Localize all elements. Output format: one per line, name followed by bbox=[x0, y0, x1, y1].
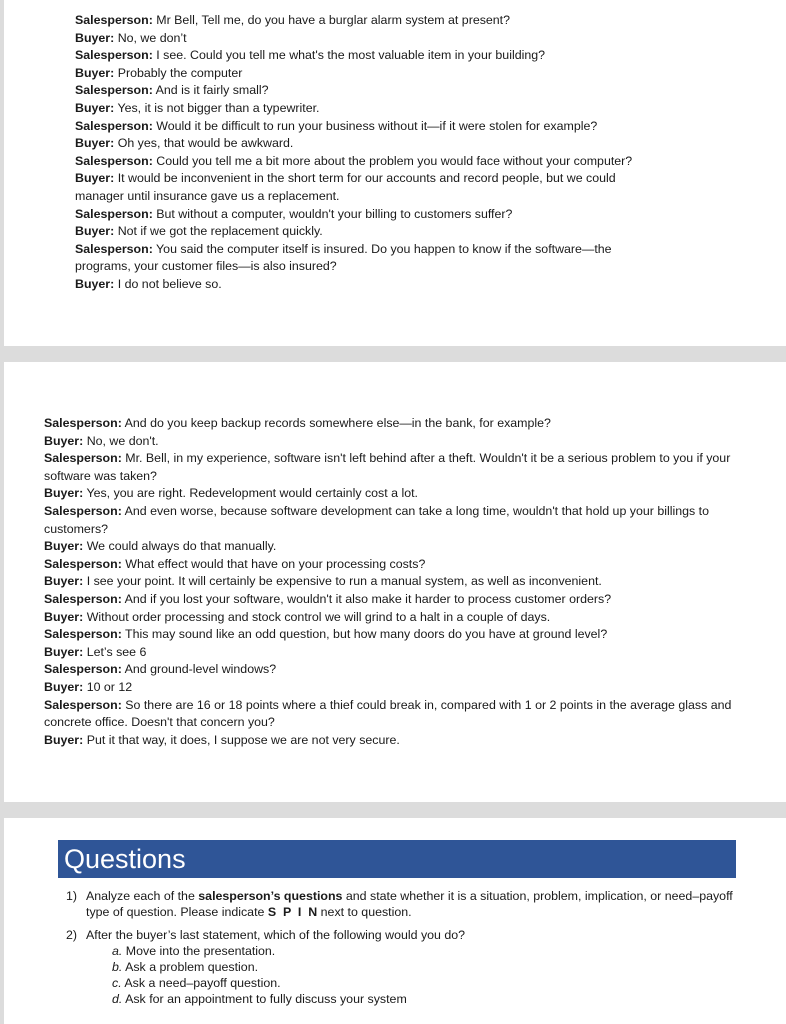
speaker-label: Buyer: bbox=[44, 486, 84, 501]
speaker-label: Salesperson: bbox=[75, 13, 153, 27]
option-text: Ask for an appointment to fully discuss your system bbox=[122, 992, 407, 1006]
question-text-part: next to question. bbox=[317, 905, 412, 919]
option-letter: b. bbox=[112, 960, 123, 974]
option-text: Ask a need–payoff question. bbox=[121, 976, 281, 990]
dialogue-line bbox=[44, 661, 776, 679]
answer-option bbox=[112, 959, 756, 975]
question-body bbox=[86, 927, 756, 1007]
dialogue-text: And do you keep backup records somewhere else—in the bank, for example? bbox=[121, 416, 551, 430]
option-letter: d. bbox=[112, 992, 123, 1006]
dialogue-line bbox=[44, 503, 776, 538]
dialogue-text: No, we don't. bbox=[83, 433, 159, 448]
questions-heading: Questions bbox=[58, 840, 736, 878]
dialogue-text: Yes, it is not bigger than a typewriter. bbox=[114, 100, 320, 115]
dialogue-line bbox=[44, 415, 776, 433]
question-text bbox=[86, 888, 756, 920]
dialogue-line bbox=[75, 82, 645, 100]
answer-option bbox=[112, 943, 756, 959]
question-1 bbox=[66, 888, 756, 920]
dialogue-line bbox=[44, 609, 776, 627]
speaker-label: Salesperson: bbox=[44, 662, 122, 677]
dialogue-line bbox=[44, 485, 776, 503]
speaker-label: Salesperson: bbox=[75, 153, 153, 168]
dialogue-text: You said the computer itself is insured. Do you happen to know if the software—the programs, your customer files—is also insured? bbox=[75, 241, 612, 274]
dialogue-line bbox=[75, 276, 645, 294]
dialogue-part-1 bbox=[75, 12, 645, 294]
page-1 bbox=[4, 0, 786, 346]
dialogue-text: We could always do that manually. bbox=[83, 539, 277, 554]
speaker-label: Salesperson: bbox=[75, 118, 153, 133]
dialogue-text: Oh yes, that would be awkward. bbox=[114, 136, 294, 151]
speaker-label: Salesperson: bbox=[75, 206, 153, 221]
speaker-label: Buyer: bbox=[44, 539, 84, 554]
dialogue-text: Probably the computer bbox=[114, 65, 243, 80]
dialogue-line bbox=[75, 118, 645, 136]
dialogue-line bbox=[75, 47, 645, 65]
dialogue-text: Without order processing and stock control we will grind to a halt in a couple of days. bbox=[83, 609, 551, 624]
dialogue-line bbox=[44, 697, 776, 732]
speaker-label: Salesperson: bbox=[44, 627, 122, 642]
speaker-label: Buyer: bbox=[44, 574, 84, 589]
answer-option bbox=[112, 991, 756, 1007]
dialogue-line bbox=[44, 626, 776, 644]
speaker-label: Salesperson: bbox=[44, 556, 122, 571]
questions-list bbox=[66, 888, 756, 1014]
speaker-label: Salesperson: bbox=[75, 83, 153, 98]
spin-letters: S P I N bbox=[267, 905, 318, 919]
speaker-label: Buyer: bbox=[44, 679, 84, 694]
dialogue-line bbox=[44, 538, 776, 556]
question-number: 1) bbox=[66, 889, 78, 903]
dialogue-text: I do not believe so. bbox=[114, 276, 222, 291]
dialogue-line bbox=[44, 573, 776, 591]
question-text-part: and state whether it is a situation, problem, implication, or need–payoff type of question. Please indicate bbox=[86, 889, 733, 919]
dialogue-text: Mr. Bell, in my experience, software isn't left behind after a theft. Wouldn't it be a serious problem to you if your software was taken? bbox=[44, 451, 731, 483]
dialogue-line bbox=[75, 223, 645, 241]
dialogue-part-2 bbox=[44, 415, 776, 749]
speaker-label: Salesperson: bbox=[75, 241, 153, 256]
dialogue-text: It would be inconvenient in the short term for our accounts and record people, but we could manager until insurance gave us a replacement. bbox=[75, 171, 616, 203]
dialogue-text: Let’s see 6 bbox=[83, 644, 147, 659]
dialogue-text: But without a computer, wouldn't your billing to customers suffer? bbox=[152, 206, 513, 221]
dialogue-text: Could you tell me a bit more about the problem you would face without your computer? bbox=[152, 153, 633, 168]
dialogue-line bbox=[75, 100, 645, 118]
dialogue-line bbox=[44, 732, 776, 750]
dialogue-line bbox=[75, 12, 645, 30]
question-number: 2) bbox=[66, 928, 78, 942]
speaker-label: Buyer: bbox=[75, 100, 115, 115]
dialogue-text: And if you lost your software, wouldn't it also make it harder to process customer orders? bbox=[121, 591, 612, 606]
dialogue-line bbox=[44, 591, 776, 609]
dialogue-line bbox=[75, 135, 645, 153]
speaker-label: Salesperson: bbox=[44, 416, 122, 430]
dialogue-text: Not if we got the replacement quickly. bbox=[114, 224, 323, 239]
speaker-label: Salesperson: bbox=[75, 48, 153, 63]
dialogue-line bbox=[75, 170, 645, 205]
dialogue-line bbox=[75, 153, 645, 171]
answer-options bbox=[112, 943, 756, 1007]
dialogue-line bbox=[44, 433, 776, 451]
option-letter: c. bbox=[112, 976, 122, 990]
dialogue-text: No, we don’t bbox=[114, 30, 187, 45]
speaker-label: Buyer: bbox=[44, 433, 84, 448]
page-3 bbox=[4, 818, 786, 1024]
option-text: Ask a problem question. bbox=[122, 960, 259, 974]
dialogue-text: And ground-level windows? bbox=[121, 662, 277, 677]
dialogue-line bbox=[44, 556, 776, 574]
speaker-label: Buyer: bbox=[75, 224, 115, 239]
dialogue-line bbox=[75, 65, 645, 83]
dialogue-text: I see your point. It will certainly be expensive to run a manual system, as well as inconvenient. bbox=[83, 574, 602, 589]
question-emphasis: salesperson’s questions bbox=[198, 889, 343, 903]
dialogue-text: I see. Could you tell me what's the most valuable item in your building? bbox=[152, 48, 546, 63]
speaker-label: Salesperson: bbox=[44, 591, 122, 606]
speaker-label: Buyer: bbox=[44, 644, 84, 659]
question-text-part: Analyze each of the bbox=[86, 889, 199, 903]
dialogue-text: Would it be difficult to run your business without it—if it were stolen for example? bbox=[152, 118, 598, 133]
dialogue-line bbox=[44, 679, 776, 697]
dialogue-text: Put it that way, it does, I suppose we are not very secure. bbox=[83, 732, 400, 747]
dialogue-line bbox=[75, 30, 645, 48]
speaker-label: Buyer: bbox=[44, 609, 84, 624]
dialogue-text: And even worse, because software development can take a long time, wouldn't that hold up your billings to customers? bbox=[44, 503, 709, 536]
answer-option bbox=[112, 975, 756, 991]
question-text: After the buyer’s last statement, which of the following would you do? bbox=[86, 928, 466, 942]
speaker-label: Buyer: bbox=[75, 30, 115, 45]
dialogue-line bbox=[75, 206, 645, 224]
speaker-label: Salesperson: bbox=[44, 451, 122, 466]
dialogue-text: This may sound like an odd question, but how many doors do you have at ground level? bbox=[121, 627, 608, 642]
speaker-label: Buyer: bbox=[44, 732, 84, 747]
speaker-label: Buyer: bbox=[75, 136, 115, 151]
dialogue-line bbox=[44, 450, 776, 485]
dialogue-text: What effect would that have on your processing costs? bbox=[121, 556, 426, 571]
question-2 bbox=[66, 927, 756, 1007]
dialogue-text: Mr Bell, Tell me, do you have a burglar alarm system at present? bbox=[152, 13, 511, 27]
option-text: Move into the presentation. bbox=[122, 944, 276, 958]
dialogue-text: 10 or 12 bbox=[83, 679, 133, 694]
speaker-label: Salesperson: bbox=[44, 503, 122, 518]
page-2 bbox=[4, 362, 786, 802]
speaker-label: Buyer: bbox=[75, 276, 115, 291]
dialogue-text: And is it fairly small? bbox=[152, 83, 269, 98]
speaker-label: Salesperson: bbox=[44, 697, 122, 712]
speaker-label: Buyer: bbox=[75, 65, 115, 80]
dialogue-text: Yes, you are right. Redevelopment would certainly cost a lot. bbox=[83, 486, 418, 501]
dialogue-text: So there are 16 or 18 points where a thief could break in, compared with 1 or 2 points in the average glass and concrete office. Doesn't that concern you? bbox=[44, 697, 732, 730]
speaker-label: Buyer: bbox=[75, 171, 115, 186]
option-letter: a. bbox=[112, 944, 123, 958]
dialogue-line bbox=[75, 241, 645, 276]
dialogue-line bbox=[44, 644, 776, 662]
